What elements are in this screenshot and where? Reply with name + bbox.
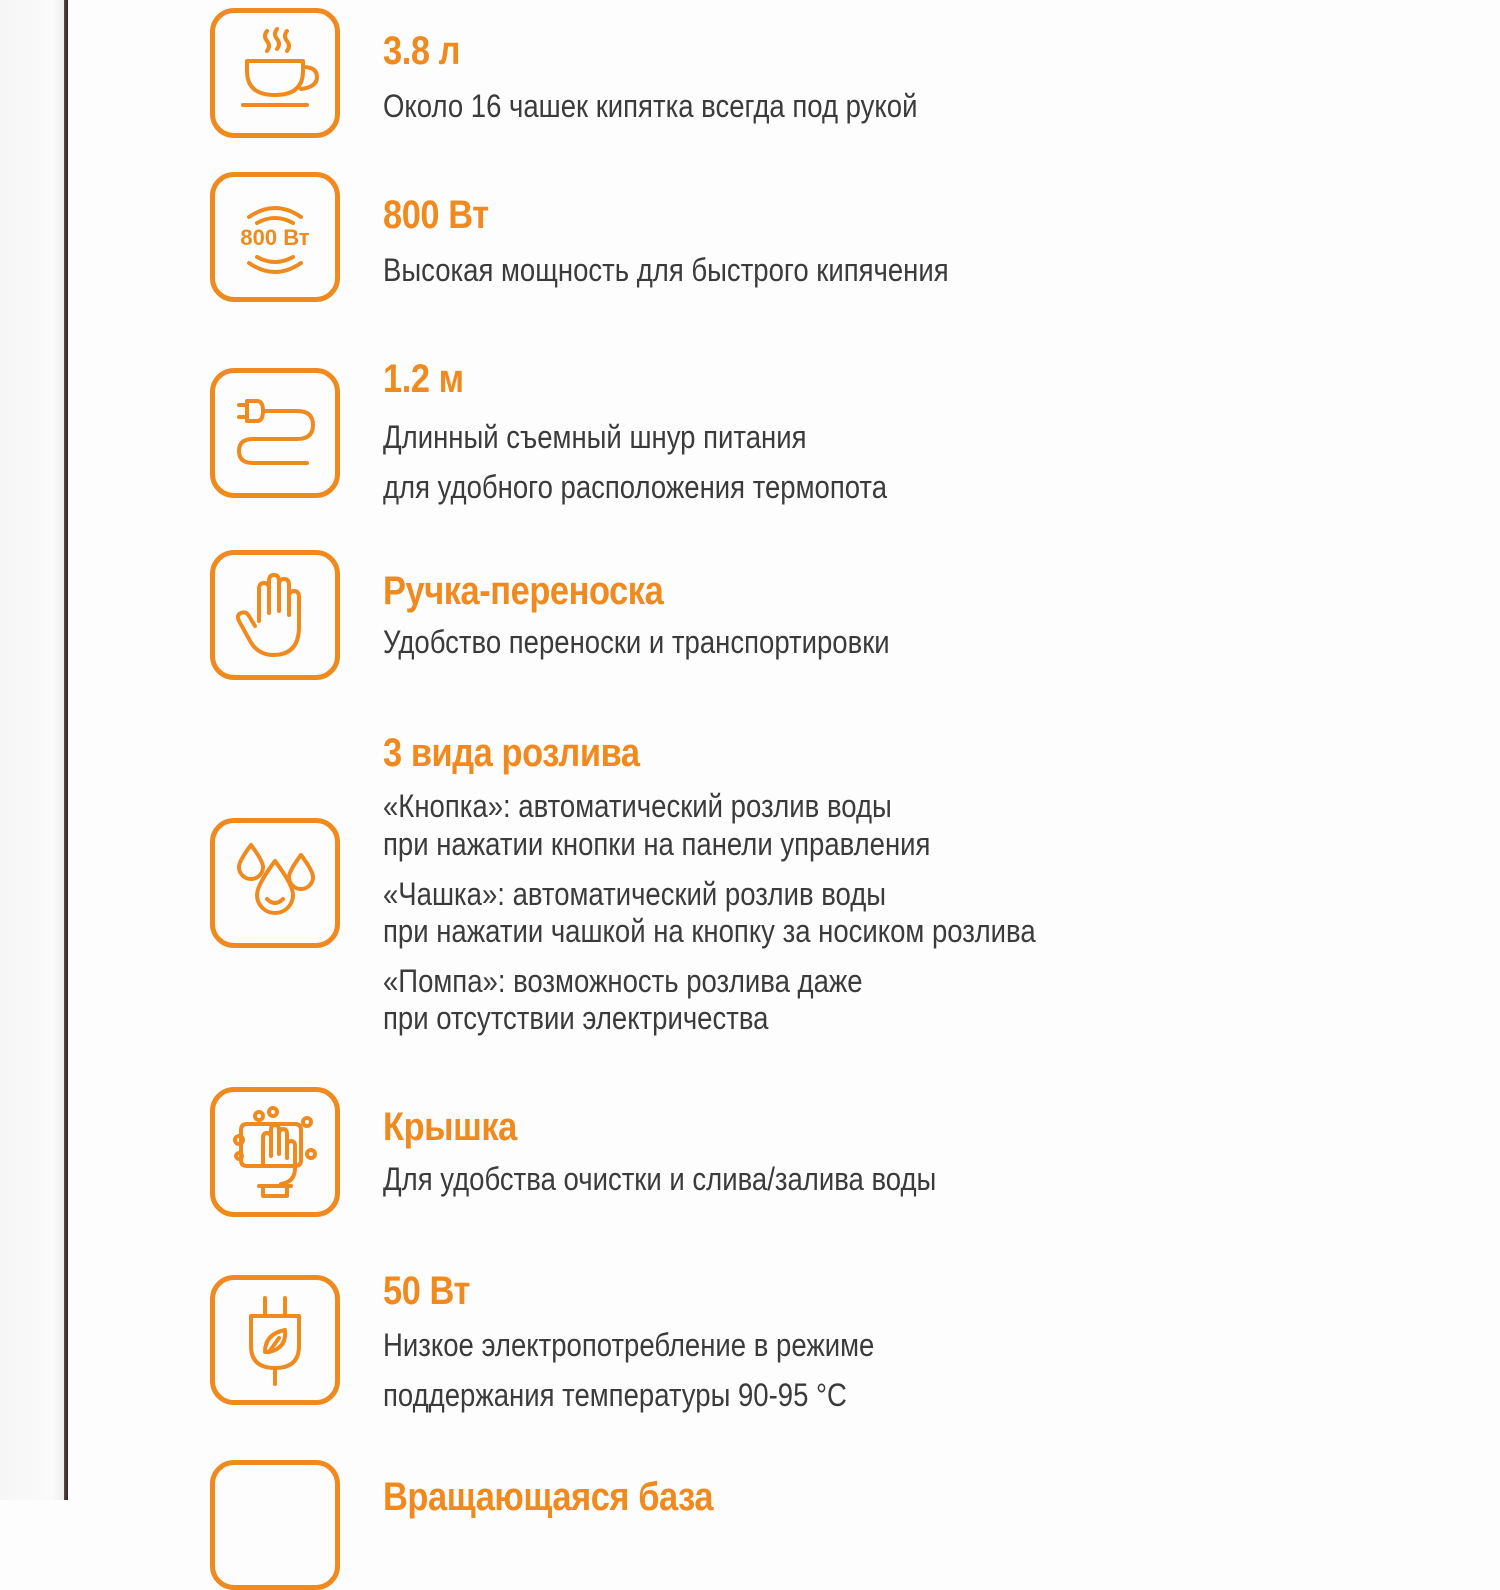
feature-description: Около 16 чашек кипятка всегда под рукой [383,88,918,124]
hand-icon [210,550,340,680]
feature-description-line: «Чашка»: автоматический розлив воды [383,876,887,912]
feature-description-line: «Помпа»: возможность розлива даже [383,963,863,999]
feature-description: Высокая мощность для быстрого кипячения [383,252,949,288]
power-icon-label: 800 Вт [240,225,310,250]
eco-plug-icon [210,1275,340,1405]
feature-description-line: Низкое электропотребление в режиме [383,1327,875,1363]
feature-title: Крышка [383,1105,517,1149]
rotate-icon [210,1460,340,1590]
feature-title: Ручка-переноска [383,569,664,613]
drops-icon [210,818,340,948]
feature-title: 50 Вт [383,1269,470,1313]
feature-description-line: для удобного расположения термопота [383,469,888,505]
feature-description-line: при нажатии чашкой на кнопку за носиком розлива [383,913,1036,949]
feature-description: Удобство переноски и транспортировки [383,624,890,660]
feature-title: 3 вида розлива [383,731,640,775]
feature-title: 1.2 м [383,357,464,401]
washing-hand-icon [210,1087,340,1217]
power-icon [210,172,340,302]
cup-icon [210,8,340,138]
feature-description-line: Длинный съемный шнур питания [383,419,807,455]
feature-title: 800 Вт [383,193,489,237]
feature-description-line: поддержания температуры 90-95 °С [383,1377,847,1413]
feature-description-line: «Кнопка»: автоматический розлив воды [383,788,892,824]
feature-title: 3.8 л [383,29,461,73]
cord-icon [210,368,340,498]
feature-description-line: при отсутствии электричества [383,1000,769,1036]
feature-description-line: при нажатии кнопки на панели управления [383,826,931,862]
feature-title: Вращающаяся база [383,1475,714,1519]
feature-description: Для удобства очистки и слива/залива воды [383,1161,937,1197]
page-edge-line [64,0,68,1500]
page-edge [0,0,66,1500]
